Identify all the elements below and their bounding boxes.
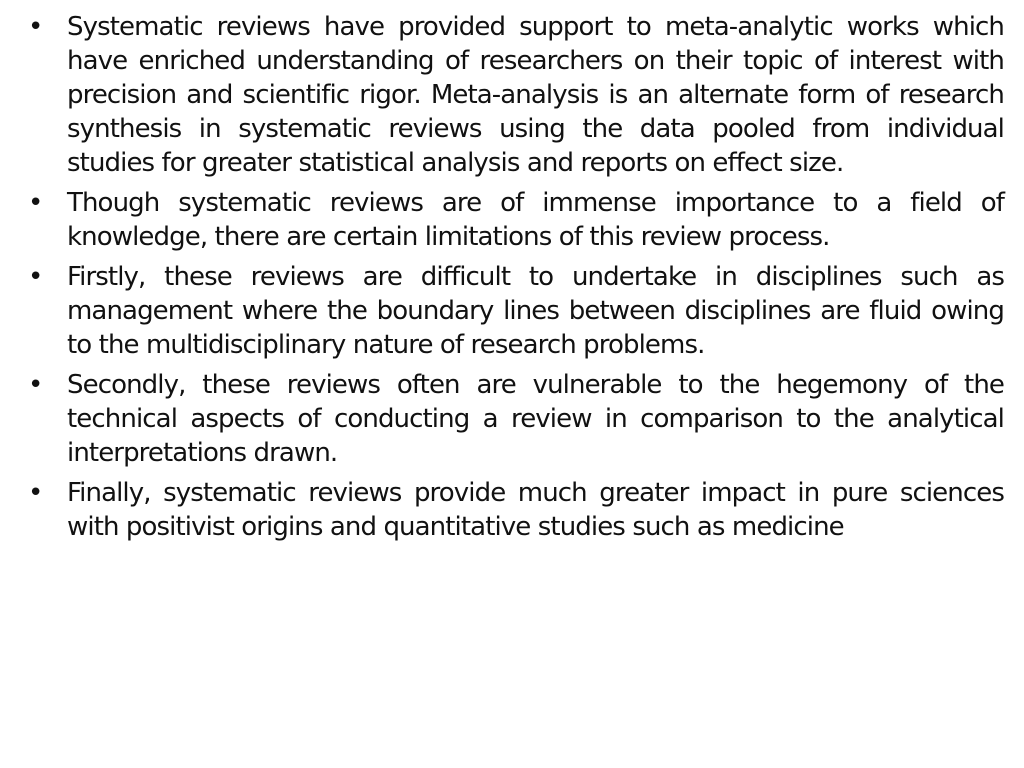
bullet-item-secondly (28, 368, 1004, 470)
bullet-item-meta-analysis (28, 10, 1004, 180)
bullet-text: Though systematic reviews are of immense importance to a field of knowledge, there are certain limitations of this review process. (67, 188, 1004, 252)
bullet-list (28, 10, 1004, 550)
bullet-text: Finally, systematic reviews provide much greater impact in pure sciences with positivist origins and quantitative studies such as medicine (67, 478, 1004, 542)
bullet-dot: • (28, 262, 43, 292)
bullet-item-firstly (28, 260, 1004, 362)
bullet-dot: • (28, 188, 43, 218)
bullet-text: Secondly, these reviews often are vulnerable to the hegemony of the technical aspects of conducting a review in comparison to the analytical interpretations drawn. (67, 370, 1004, 468)
bullet-text: Systematic reviews have provided support to meta-analytic works which have enriched understanding of researchers on their topic of interest with precision and scientific rigor. Meta-analysis is an alternate form of research synthesis in systematic reviews using the data pooled from individual studies for greater statistical analysis and reports on effect size. (67, 12, 1004, 178)
bullet-item-limitations (28, 186, 1004, 254)
bullet-dot: • (28, 370, 43, 400)
bullet-text: Firstly, these reviews are difficult to undertake in disciplines such as management where the boundary lines between disciplines are fluid owing to the multidisciplinary nature of research problems. (67, 262, 1004, 360)
bullet-dot: • (28, 12, 43, 42)
bullet-item-finally (28, 476, 1004, 544)
bullet-dot: • (28, 478, 43, 508)
